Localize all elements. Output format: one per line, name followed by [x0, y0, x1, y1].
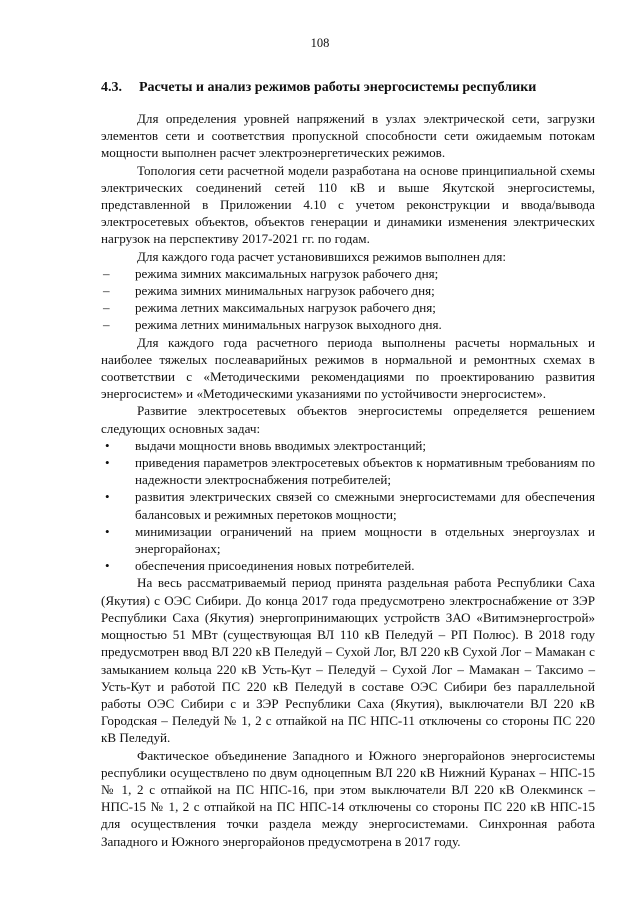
list-item: • развития электрических связей со смежными энергосистемами для обеспечения балансовых и режимных перетоков мощности; [101, 488, 595, 522]
paragraph: Развитие электросетевых объектов энергосистемы определяется решением следующих основных задач: [101, 403, 595, 436]
tasks-list [101, 437, 595, 575]
list-item: – режима зимних максимальных нагрузок рабочего дня; [101, 265, 595, 282]
paragraph: Для каждого года расчетного периода выполнены расчеты нормальных и наиболее тяжелых послеаварийных режимов в нормальной и ремонтных схемах в соответствии с «Методическими рекомендациями по проектированию развития энергосистем» и «Методическими указаниями по устойчивости энергосистем». [101, 334, 595, 402]
list-item: – режима зимних минимальных нагрузок рабочего дня; [101, 282, 595, 299]
section-number: 4.3. [101, 80, 122, 95]
list-item: – режима летних минимальных нагрузок выходного дня. [101, 316, 595, 333]
paragraph: Для определения уровней напряжений в узлах электрической сети, загрузки элементов сети и соответствия пропускной способности сети ожидаемым потокам мощности выполнен расчет электроэнергетических режимов. [101, 111, 595, 161]
list-item: • приведения параметров электросетевых объектов к нормативным требованиям по надежности электроснабжения потребителей; [101, 454, 595, 488]
paragraph: Для каждого года расчет установившихся режимов выполнен для: [137, 248, 507, 264]
list-item: • минимизации ограничений на прием мощности в отдельных энергоузлах и энергорайонах; [101, 523, 595, 557]
list-item: • выдачи мощности вновь вводимых электростанций; [101, 437, 595, 454]
regime-list [101, 265, 595, 334]
document-body [101, 110, 595, 850]
paragraph: На весь рассматриваемый период принята раздельная работа Республики Саха (Якутия) с ОЭС Сибири. До конца 2017 года предусмотрено электроснабжение от ЗЭР Республики Саха (Якутия) энергопринимающих устройств ЗАО «Витимэнергострой» мощностью 51 МВт (существующая ВЛ 110 кВ Пеледуй – РП Полюс). В 2018 году предусмотрен ввод ВЛ 220 кВ Пеледуй – Сухой Лог, ВЛ 220 кВ Сухой Лог – Мамакан с замыканием кольца 220 кВ Усть-Кут – Пеледуй – Сухой Лог – Мамакан – Таксимо – Усть-Кут и работой ПС 220 кВ Пеледуй в составе ОЭС Сибири без параллельной работы ОЭС Сибири с и ЗЭР Республики Саха (Якутия), выключатели ВЛ 220 кВ Городская – Пеледуй № 1, 2 с отпайкой на ПС НПС-11 отключены со стороны ПС 220 кВ Пеледуй. [101, 575, 595, 746]
paragraph: Фактическое объединение Западного и Южного энергорайонов энергосистемы республики осуществлено по двум одноцепным ВЛ 220 кВ Нижний Куранах – НПС-15 № 1, 2 с отпайкой на ПС НПС-16, при этом выключатели ВЛ 220 кВ Олекминск – НПС-15 № 1, 2 с отпайкой на ПС НПС-14 отключены со стороны ПС 220 кВ НПС-15 для осуществления точки раздела между энергосистемами. Синхронная работа Западного и Южного энергорайонов предусмотрена в 2017 году. [101, 747, 595, 849]
section-title: Расчеты и анализ режимов работы энергосистемы республики [139, 80, 537, 95]
list-item: • обеспечения присоединения новых потребителей. [101, 557, 595, 574]
page-number: 108 [310, 36, 330, 50]
section-heading [101, 79, 601, 97]
list-item: – режима летних максимальных нагрузок рабочего дня; [101, 299, 595, 316]
paragraph: Топология сети расчетной модели разработана на основе принципиальной схемы электрических соединений сетей 110 кВ и выше Якутской энергосистемы, представленной в Приложении 4.10 с учетом реконструкции и ввода/вывода электросетевых объектов, объектов генерации и динамики изменения электрических нагрузок на перспективу 2017-2021 гг. по годам. [101, 162, 595, 247]
